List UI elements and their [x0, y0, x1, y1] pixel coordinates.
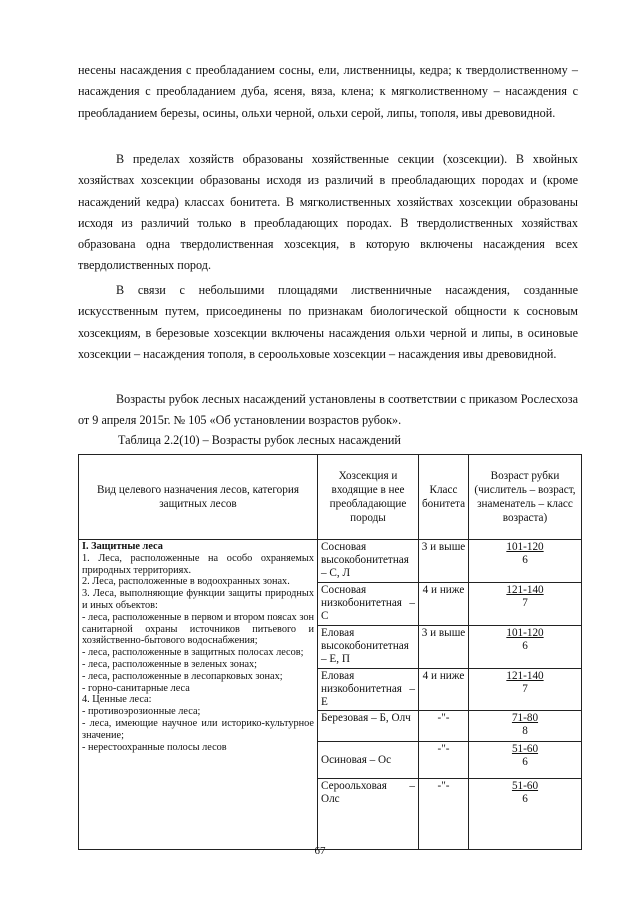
age-cell	[469, 540, 582, 583]
page-number: 67	[314, 845, 326, 857]
bonitet-cell: 3 и выше	[419, 626, 469, 669]
table-caption: Таблица 2.2(10) – Возрасты рубок лесных насаждений	[118, 433, 401, 447]
bonitet-cell: -"-	[419, 779, 469, 850]
purpose-line: - противоэрозионные леса;	[82, 706, 201, 718]
hozsection-cell: Сосновая высокобонитетная – С, Л	[318, 540, 419, 583]
header-bonitet: Класс бонитета	[419, 455, 469, 540]
age-class-value: 6	[522, 554, 528, 566]
age-cell	[469, 711, 582, 742]
age-value: 71-80	[511, 712, 539, 724]
bonitet-cell: 3 и выше	[419, 540, 469, 583]
paragraph-2: В пределах хозяйств образованы хозяйственные секции (хозсекции). В хвойных хозяйствах хозсекции образованы исходя из различий в преобладающих породах и (кроме насаждений кедра) классах бонитета. В мягколиственных хозяйствах хозсекции образованы исходя из различий только в преобладающих породах. В твердолиственных хозяйствах образована одна твердолиственная хозсекция, в которую включены насаждения всех твердолиственных пород.	[78, 152, 578, 273]
purpose-line: - горно-санитарные леса	[82, 682, 190, 694]
age-class-value: 6	[522, 756, 528, 768]
age-class-value: 6	[522, 793, 528, 805]
table-header-row	[79, 455, 582, 540]
age-cell	[469, 742, 582, 779]
purpose-line: 1. Леса, расположенные на особо охраняемых природных территориях.	[82, 552, 314, 576]
hozsection-cell: Березовая – Б, Олч	[318, 711, 419, 742]
purpose-line: 3. Леса, выполняющие функции защиты природных и иных объектов:	[82, 588, 314, 611]
hozsection-cell: Еловая высокобонитетная – Е, П	[318, 626, 419, 669]
purpose-line: - нерестоохранные полосы лесов	[82, 741, 227, 753]
purpose-line: - леса, расположенные в лесопарковых зонах;	[82, 670, 283, 682]
purpose-cell	[79, 540, 318, 850]
bonitet-cell: 4 и ниже	[419, 583, 469, 626]
age-cell	[469, 583, 582, 626]
bonitet-cell: -"-	[419, 711, 469, 742]
paragraph-3: В связи с небольшими площадями лиственничные насаждения, созданные искусственным путем, присоединены по признакам биологической общности к сосновым хозсекциям, в березовые хозсекции включены насаждения ольхи черной и липы, в осиновые хозсекции – насаждения тополя, в сероольховые хозсекции – насаждения ивы древовидной.	[78, 283, 578, 361]
purpose-line: - леса, имеющие научное или историко-культурное значение;	[82, 717, 314, 741]
purpose-line: - леса, расположенные в защитных полосах лесов;	[82, 647, 304, 659]
hozsection-cell: Еловая низкобонитетная – Е	[318, 669, 419, 711]
age-value: 121-140	[506, 670, 544, 682]
age-cell	[469, 626, 582, 669]
age-class-value: 7	[522, 683, 528, 695]
paragraph-4: Возрасты рубок лесных насаждений установлены в соответствии с приказом Рослесхоза от 9 апреля 2015г. № 105 «Об установлении возрастов рубок».	[78, 392, 578, 428]
bonitet-cell: 4 и ниже	[419, 669, 469, 711]
age-class-value: 7	[522, 597, 528, 609]
bonitet-cell: -"-	[419, 742, 469, 779]
age-value: 101-120	[506, 627, 544, 639]
age-value: 121-140	[506, 584, 544, 596]
purpose-line: - леса, расположенные в зеленых зонах;	[82, 658, 258, 670]
header-purpose: Вид целевого назначения лесов, категория защитных лесов	[79, 455, 318, 540]
age-cell	[469, 779, 582, 850]
table-row	[79, 540, 582, 583]
age-value: 101-120	[506, 541, 544, 553]
purpose-line: 4. Ценные леса:	[82, 694, 152, 706]
hozsection-cell: Сероольховая – Олс	[318, 779, 419, 850]
header-hozsection: Хозсекция и входящие в нее преобладающие породы	[318, 455, 419, 540]
purpose-line: 2. Леса, расположенные в водоохранных зонах.	[82, 576, 290, 588]
header-cutting-age: Возраст рубки (числитель – возраст, знаменатель – класс возраста)	[469, 455, 582, 540]
hozsection-cell: Осиновая – Ос	[318, 742, 419, 779]
purpose-line: - леса, расположенные в первом и втором поясах зон санитарной охраны источников питьевого и хозяйственно-бытового водоснабжения;	[82, 611, 314, 647]
age-class-value: 8	[522, 725, 528, 737]
hozsection-cell: Сосновая низкобонитетная – С	[318, 583, 419, 626]
age-value: 51-60	[511, 743, 539, 755]
paragraph-1: несены насаждения с преобладанием сосны, ели, лиственницы, кедра; к твердолиственному – насаждения с преобладанием дуба, ясеня, вяза, клена; к мягколиственному – насаждения с преобладанием березы, осины, ольхи черной, ольхи серой, липы, тополя, ивы древовидной.	[78, 63, 578, 120]
age-value: 51-60	[511, 780, 539, 792]
age-class-value: 6	[522, 640, 528, 652]
purpose-line: I. Защитные леса	[82, 541, 163, 552]
age-cell	[469, 669, 582, 711]
cutting-age-table	[78, 454, 582, 850]
